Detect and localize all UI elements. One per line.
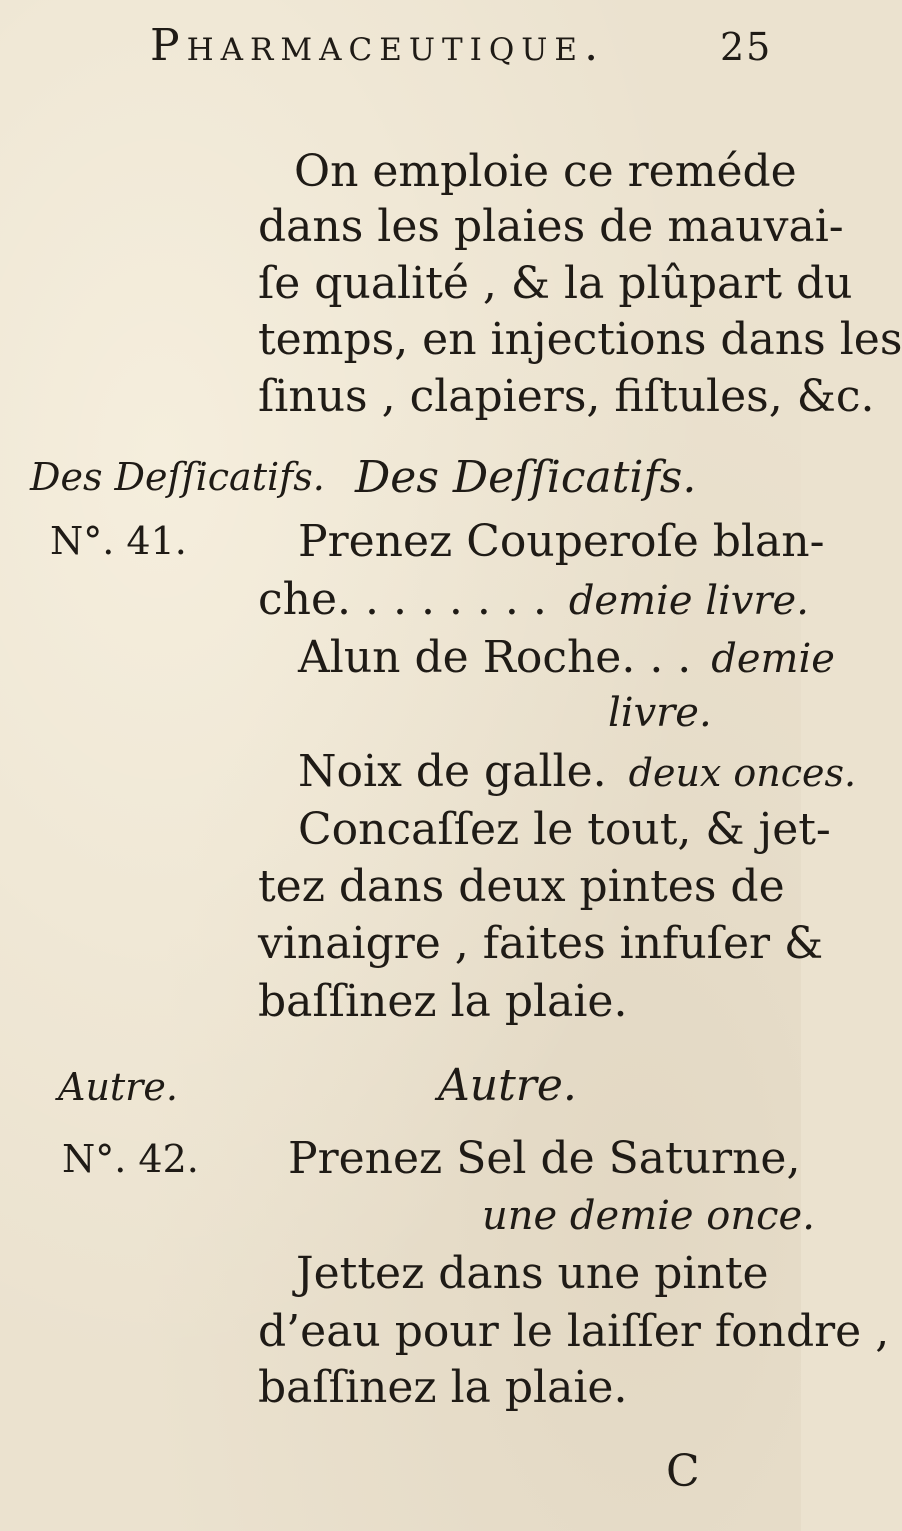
section-heading: Autre. [438,1060,577,1111]
recipe-line [298,632,835,683]
ingredient-qty: deux onces. [628,751,857,795]
recipe-number: N°. 41. [50,519,187,563]
ingredient-qty: demie [711,636,835,682]
text-line: On emploie ce reméde [294,146,797,197]
ingredient-text: Noix de galle. [298,746,607,797]
section-heading: Des Deſſicatifs. [355,452,697,503]
text-line: baſſinez la plaie. [258,976,628,1027]
text-line: tez dans deux pintes de [258,861,785,912]
signature-mark: C [666,1446,700,1497]
ingredient-text: Alun de Roche. . . [298,632,692,683]
recipe-line: Prenez Sel de Saturne, [288,1133,801,1184]
recipe-line [298,746,857,797]
text-line: Concaſſez le tout, & jet- [298,804,831,855]
recipe-number: N°. 42. [62,1137,199,1181]
text-line: Jettez dans une pinte [296,1248,769,1299]
margin-heading: Autre. [58,1065,178,1109]
ingredient-qty: demie livre. [568,578,809,624]
text-line: ſe qualité , & la plûpart du [258,258,853,309]
ingredient-qty: livre. [608,690,712,736]
page-number: 25 [720,25,773,69]
running-title: Pharmaceutique. [150,20,606,71]
text-line: dans les plaies de mauvai- [258,201,844,252]
text-line: d’eau pour le laiſſer fondre , [258,1306,890,1357]
text-line: vinaigre , faites infuſer & [258,918,824,969]
text-line: temps, en injections dans les [258,314,902,365]
recipe-line: Prenez Couperoſe blan- [298,516,825,567]
margin-heading: Des Deſſicatifs. [30,455,325,499]
text-line: baſſinez la plaie. [258,1362,628,1413]
recipe-line [258,574,809,625]
text-line: ſinus , clapiers, fiſtules, &c. [258,371,875,422]
ingredient-qty: une demie once. [482,1193,815,1239]
ingredient-text: che. . . . . . . . [258,574,547,625]
